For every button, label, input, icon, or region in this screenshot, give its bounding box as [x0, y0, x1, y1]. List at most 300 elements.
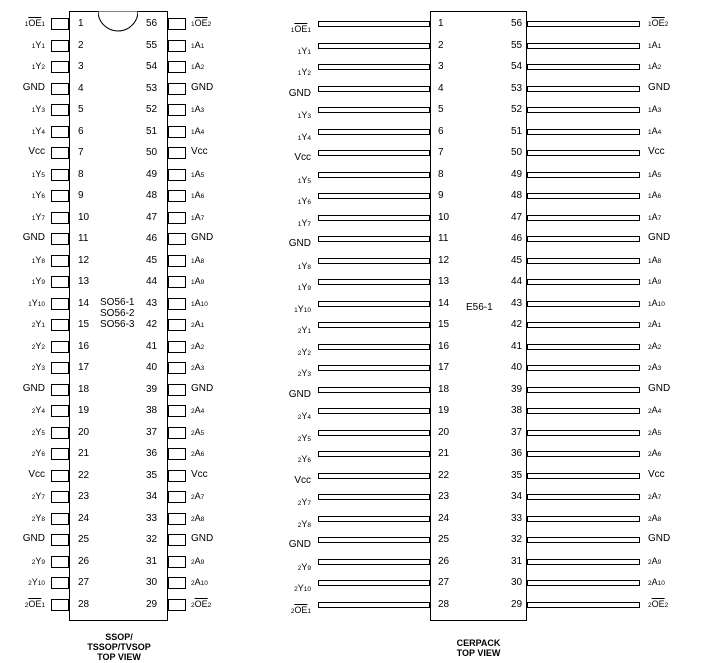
- ssop-pin-pad: [168, 599, 186, 611]
- cerpack-pin-number: 35: [511, 469, 523, 481]
- cerpack-left-signal-pre: 1: [297, 177, 302, 185]
- cerpack-left-signal: [294, 152, 311, 164]
- ssop-right-signal-sub: 3: [200, 107, 205, 114]
- ssop-left-signal-main: GND: [22, 382, 45, 394]
- ssop-pin-pad: [51, 427, 69, 439]
- cerpack-right-signal-ov: $\overline{OE}$: [651, 598, 665, 609]
- ssop-pin-pad: [51, 255, 69, 267]
- ssop-right-signal: [191, 598, 211, 612]
- cerpack-left-signal-sub: 7: [307, 500, 311, 507]
- cerpack-pin-number: 38: [511, 405, 523, 416]
- cerpack-right-signal-main: A: [651, 190, 658, 200]
- cerpack-lead: [527, 387, 640, 393]
- cerpack-left-signal-main: Y: [301, 67, 308, 77]
- cerpack-left-signal-sub: 1: [307, 607, 311, 615]
- cerpack-lead: [318, 516, 430, 522]
- cerpack-left-signal-pre: 1: [297, 134, 302, 142]
- cerpack-pin-number: 47: [511, 211, 523, 223]
- cerpack-right-signal-main: A: [651, 340, 658, 351]
- ssop-left-signal-sub: 6: [41, 193, 45, 200]
- cerpack-left-signal-pre: 2: [297, 349, 302, 357]
- ssop-right-signal-sub: 2: [200, 343, 205, 351]
- ssop-pin-number: 19: [78, 405, 90, 416]
- cerpack-left-signal: [289, 88, 311, 100]
- cerpack-right-signal: [648, 168, 661, 182]
- cerpack-right-signal-main: GND: [648, 382, 671, 394]
- cerpack-left-signal: [289, 389, 311, 401]
- cerpack-pin-number: 10: [438, 211, 450, 223]
- cerpack-right-signal: [648, 555, 661, 569]
- cerpack-right-signal-main: A: [651, 491, 658, 501]
- ssop-left-signal-sub: 1: [41, 21, 45, 28]
- cerpack-left-signal-pre: 2: [297, 435, 302, 443]
- cerpack-left-signal-pre: 2: [297, 371, 302, 378]
- cerpack-lead: [318, 473, 430, 479]
- cerpack-pin-number: 24: [438, 512, 450, 524]
- ssop-pin-number: 26: [78, 555, 90, 567]
- cerpack-right-signal-pre: 1: [648, 42, 652, 50]
- cerpack-right-signal-main: GND: [648, 232, 671, 243]
- ssop-pin-number: 30: [146, 577, 158, 588]
- ssop-pin-pad: [51, 577, 69, 589]
- cerpack-left-signal-main: Y: [301, 454, 308, 464]
- ssop-pin-pad: [51, 147, 69, 159]
- cerpack-right-signal-main: A: [651, 104, 658, 114]
- ssop-pin-pad: [51, 276, 69, 288]
- ssop-left-signal: [23, 533, 45, 545]
- ssop-pin-pad: [51, 513, 69, 525]
- ssop-right-signal-sub: 2: [207, 21, 212, 28]
- ssop-caption-line-1: SSOP/: [105, 632, 133, 642]
- cerpack-left-signal-pre: 2: [290, 607, 295, 615]
- ssop-left-signal-main: Y: [35, 211, 42, 222]
- ssop-pin-number: 45: [146, 254, 158, 266]
- ssop-right-signal-main: A: [194, 340, 201, 351]
- ssop-left-signal-sub: 4: [41, 128, 45, 136]
- ssop-left-signal-sub: 6: [41, 451, 45, 458]
- cerpack-left-signal-main: Y: [301, 196, 308, 206]
- ssop-right-signal-pre: 1: [191, 257, 195, 265]
- cerpack-lead: [318, 215, 430, 221]
- cerpack-right-signal: [648, 232, 670, 244]
- cerpack-pin-number: 29: [511, 598, 523, 610]
- cerpack-pin-number: 30: [511, 577, 523, 588]
- ssop-pin-pad: [168, 276, 186, 288]
- ssop-pin-number: 40: [146, 362, 158, 373]
- ssop-left-signal-main: Y: [35, 491, 42, 501]
- ssop-left-signal: [32, 404, 45, 418]
- ssop-pin-number: 53: [146, 82, 158, 94]
- ssop-left-signal-main: Y: [35, 555, 42, 566]
- cerpack-lead: [318, 86, 430, 92]
- cerpack-right-signal-main: A: [651, 319, 658, 329]
- ssop-right-signal-pre: 2: [191, 451, 195, 458]
- ssop-right-signal-pre: 1: [191, 42, 195, 50]
- ssop-pin-pad: [168, 40, 186, 52]
- ssop-right-signal: [191, 125, 204, 139]
- ssop-pin-number: 4: [78, 82, 84, 94]
- ssop-pin-pad: [51, 104, 69, 116]
- cerpack-right-signal-pre: 1: [648, 193, 652, 200]
- ssop-pin-number: 1: [78, 18, 84, 29]
- ssop-left-signal-sub: 10: [37, 300, 45, 308]
- cerpack-right-signal-pre: 2: [648, 494, 652, 501]
- ssop-right-signal: [191, 318, 204, 332]
- ssop-right-signal-main: GND: [191, 81, 214, 93]
- cerpack-right-signal: [648, 340, 661, 354]
- ssop-pin-pad: [168, 577, 186, 589]
- ssop-left-signal-main: Y: [35, 340, 42, 351]
- ssop-left-signal: [32, 103, 45, 117]
- cerpack-pin-number: 48: [511, 190, 523, 201]
- ssop-left-signal-pre: 2: [31, 451, 36, 458]
- ssop-right-signal-pre: 2: [191, 601, 195, 609]
- ssop-pin-pad: [51, 212, 69, 224]
- ssop-left-signal-main: Y: [35, 168, 42, 179]
- cerpack-right-signal-sub: 5: [657, 171, 662, 179]
- cerpack-left-signal-main: Y: [301, 561, 308, 572]
- ssop-right-signal: [191, 211, 204, 225]
- ssop-right-signal-main: A: [194, 104, 201, 114]
- ssop-left-signal-pre: 2: [31, 322, 36, 329]
- cerpack-lead: [318, 64, 430, 70]
- ssop-right-signal-sub: 3: [200, 365, 205, 372]
- cerpack-pin-number: 23: [438, 491, 450, 502]
- ssop-left-signal-pre: 1: [31, 214, 36, 222]
- cerpack-pin-number: 56: [511, 18, 523, 29]
- ssop-left-signal-pre: 2: [28, 580, 32, 587]
- cerpack-left-signal-main: Y: [301, 174, 308, 185]
- ssop-pin-pad: [168, 513, 186, 525]
- cerpack-pin-number: 1: [438, 18, 444, 29]
- ssop-pin-number: 38: [146, 405, 158, 416]
- cerpack-pin-number: 25: [438, 534, 450, 545]
- ssop-right-signal: [191, 490, 204, 504]
- ssop-pin-number: 41: [146, 340, 158, 352]
- ssop-right-signal: [191, 383, 213, 395]
- cerpack-right-signal: [648, 533, 670, 545]
- cerpack-right-signal: [648, 254, 661, 268]
- cerpack-left-signal: [298, 518, 311, 532]
- cerpack-lead: [318, 537, 430, 543]
- ssop-left-signal-pre: 1: [31, 257, 36, 265]
- ssop-left-signal-main: Vcc: [28, 468, 45, 480]
- cerpack-left-signal: [298, 432, 311, 446]
- cerpack-lead: [527, 344, 640, 350]
- cerpack-left-signal-pre: 2: [297, 500, 302, 507]
- ssop-pin-number: 6: [78, 125, 84, 137]
- cerpack-left-signal-pre: 1: [297, 285, 302, 292]
- ssop-left-signal-sub: 3: [41, 365, 45, 372]
- cerpack-right-signal: [648, 404, 661, 418]
- cerpack-left-signal: [298, 131, 311, 145]
- ssop-pin-number: 44: [146, 276, 158, 287]
- cerpack-right-signal: [648, 426, 661, 440]
- ssop-pin-number: 50: [146, 147, 158, 158]
- cerpack-left-signal-main: Y: [301, 346, 308, 357]
- ssop-caption: [69, 632, 169, 662]
- cerpack-lead: [318, 451, 430, 457]
- cerpack-pin-number: 11: [438, 233, 449, 244]
- cerpack-left-signal-main: Y: [301, 131, 308, 142]
- cerpack-right-signal-main: Vcc: [648, 468, 665, 480]
- ssop-pin-number: 56: [146, 18, 158, 29]
- cerpack-left-signal-sub: 8: [307, 521, 311, 529]
- ssop-left-signal-sub: 10: [37, 580, 45, 587]
- ssop-pin-number: 18: [78, 383, 90, 395]
- ssop-pin-number: 7: [78, 147, 84, 158]
- cerpack-left-signal-pre: 2: [297, 414, 302, 421]
- cerpack-lead: [318, 258, 430, 264]
- ssop-pin-number: 3: [78, 61, 84, 72]
- ssop-left-signal: [32, 39, 45, 53]
- ssop-left-signal-sub: 8: [41, 257, 45, 265]
- ssop-right-signal-sub: 1: [200, 322, 205, 329]
- cerpack-right-signal-pre: 1: [648, 279, 652, 286]
- cerpack-lead: [318, 387, 430, 393]
- ssop-left-signal-pre: 2: [31, 429, 36, 437]
- ssop-right-signal-main: A: [194, 448, 201, 458]
- cerpack-left-signal: [298, 496, 311, 510]
- ssop-pin-number: 49: [146, 168, 158, 180]
- ssop-pin-pad: [168, 341, 186, 353]
- cerpack-lead: [318, 43, 430, 49]
- ssop-right-signal: [191, 168, 204, 182]
- cerpack-pin-number: 42: [511, 319, 523, 330]
- cerpack-right-signal-sub: 8: [657, 515, 662, 523]
- cerpack-right-signal: [648, 297, 665, 311]
- cerpack-pin-number: 5: [438, 104, 444, 115]
- ssop-pin-pad: [168, 384, 186, 396]
- cerpack-right-signal-main: A: [651, 362, 658, 372]
- ssop-right-signal-sub: 9: [200, 558, 205, 566]
- cerpack-left-signal-sub: 6: [307, 457, 311, 464]
- cerpack-left-signal-pre: 1: [297, 199, 302, 206]
- ssop-right-signal-pre: 2: [191, 429, 195, 437]
- ssop-left-signal-main: Y: [35, 276, 42, 286]
- cerpack-right-signal-sub: 3: [657, 365, 662, 372]
- cerpack-pin-number: 45: [511, 254, 523, 266]
- cerpack-right-signal: [648, 146, 665, 158]
- cerpack-left-signal-pre: 2: [297, 521, 302, 529]
- cerpack-pin-number: 21: [438, 448, 450, 459]
- cerpack-lead: [318, 236, 430, 242]
- ssop-pin-number: 42: [146, 319, 158, 330]
- cerpack-right-signal-pre: 2: [648, 365, 652, 372]
- ssop-pin-pad: [51, 448, 69, 460]
- cerpack-right-signal: [648, 383, 670, 395]
- cerpack-right-signal-sub: 1: [657, 42, 662, 50]
- ssop-pin-number: 28: [78, 598, 90, 610]
- cerpack-right-signal-main: A: [651, 254, 658, 265]
- ssop-left-signal-main: Y: [35, 104, 42, 114]
- ssop-pin-number: 33: [146, 512, 158, 524]
- cerpack-lead: [527, 64, 640, 70]
- cerpack-left-signal-pre: 2: [297, 328, 302, 335]
- cerpack-right-signal: [648, 82, 670, 94]
- cerpack-left-signal: [291, 604, 311, 618]
- ssop-left-signal-sub: 7: [41, 214, 45, 222]
- cerpack-left-signal-main: Y: [301, 45, 308, 56]
- cerpack-right-signal-main: A: [651, 512, 658, 523]
- ssop-left-signal-pre: 2: [31, 494, 36, 501]
- cerpack-pin-number: 43: [511, 297, 523, 309]
- cerpack-left-signal: [298, 324, 311, 338]
- cerpack-lead: [527, 215, 640, 221]
- ssop-right-signal: [191, 82, 213, 94]
- ssop-left-signal: [23, 232, 45, 244]
- ssop-pin-pad: [168, 298, 186, 310]
- ssop-pin-number: 31: [146, 555, 158, 567]
- ssop-left-signal-sub: 1: [41, 601, 45, 609]
- cerpack-left-signal-main: Y: [301, 432, 308, 443]
- ssop-right-signal: [191, 340, 204, 354]
- cerpack-pin-number: 28: [438, 598, 450, 610]
- ssop-pin-pad: [51, 362, 69, 374]
- ssop-left-signal: [32, 340, 45, 354]
- ssop-left-signal-pre: 1: [31, 128, 36, 136]
- ssop-pin-number: 25: [78, 534, 90, 545]
- cerpack-right-signal-pre: 1: [648, 171, 652, 179]
- ssop-left-signal: [28, 146, 45, 158]
- ssop-right-signal-main: GND: [191, 232, 214, 243]
- cerpack-pin-number: 33: [511, 512, 523, 524]
- ssop-right-signal-main: A: [194, 125, 201, 136]
- cerpack-left-signal: [298, 109, 311, 123]
- cerpack-pin-number: 49: [511, 168, 523, 180]
- ssop-left-signal-sub: 7: [41, 494, 45, 501]
- cerpack-pin-number: 20: [438, 426, 450, 438]
- ssop-left-signal-main: Y: [35, 512, 42, 523]
- ssop-left-signal-sub: 5: [41, 171, 45, 179]
- ssop-pin-pad: [168, 83, 186, 95]
- cerpack-right-signal-main: A: [651, 297, 658, 308]
- cerpack-pin-number: 41: [511, 340, 523, 352]
- ssop-left-signal-ov: $\overline{OE}$: [28, 18, 42, 28]
- ssop-left-signal-main: Y: [35, 362, 42, 372]
- cerpack-right-signal-pre: 1: [648, 300, 652, 308]
- ssop-right-signal-sub: 5: [200, 171, 205, 179]
- ssop-left-signal-pre: 1: [31, 107, 36, 114]
- ssop-pin-pad: [51, 534, 69, 546]
- ssop-right-signal-pre: 2: [191, 515, 195, 523]
- cerpack-pin-number: 3: [438, 61, 444, 72]
- cerpack-left-signal-pre: 1: [297, 113, 302, 120]
- cerpack-lead: [318, 322, 430, 328]
- cerpack-pin-number: 8: [438, 168, 444, 180]
- cerpack-lead: [527, 537, 640, 543]
- ssop-right-signal-main: A: [194, 491, 201, 501]
- cerpack-left-signal: [298, 195, 311, 209]
- cerpack-pin-number: 31: [511, 555, 523, 567]
- cerpack-left-signal-main: GND: [288, 388, 311, 400]
- cerpack-left-signal-sub: 3: [307, 371, 311, 378]
- ssop-pin-pad: [51, 319, 69, 331]
- ssop-right-signal-sub: 6: [200, 193, 205, 200]
- cerpack-right-signal-main: A: [651, 168, 658, 179]
- cerpack-right-signal-main: A: [651, 211, 658, 222]
- cerpack-lead: [527, 322, 640, 328]
- ssop-right-signal-sub: 2: [200, 64, 205, 71]
- cerpack-left-signal: [298, 281, 311, 295]
- cerpack-right-signal-main: A: [651, 555, 658, 566]
- ssop-right-signal-main: A: [194, 39, 201, 50]
- cerpack-left-signal: [298, 174, 311, 188]
- ssop-pin-pad: [168, 61, 186, 73]
- cerpack-left-signal-sub: 5: [307, 435, 311, 443]
- ssop-pin-number: 11: [78, 233, 89, 244]
- cerpack-left-signal-pre: 2: [297, 564, 302, 572]
- ssop-pin-number: 14: [78, 297, 90, 309]
- cerpack-right-signal: [648, 512, 661, 526]
- cerpack-right-signal-sub: 9: [657, 558, 662, 566]
- cerpack-left-signal-main: Y: [297, 303, 304, 314]
- ssop-left-signal-sub: 5: [41, 429, 45, 437]
- ssop-left-signal-main: Y: [31, 577, 38, 587]
- ssop-pin-pad: [168, 147, 186, 159]
- ssop-pin-number: 36: [146, 448, 158, 459]
- ssop-pin-pad: [51, 491, 69, 503]
- cerpack-lead: [527, 258, 640, 264]
- cerpack-left-signal-main: GND: [288, 539, 311, 550]
- cerpack-right-signal-sub: 7: [657, 214, 662, 222]
- ssop-left-signal-main: GND: [22, 533, 45, 544]
- ssop-right-signal-pre: 2: [191, 322, 195, 329]
- ssop-left-signal-pre: 2: [31, 515, 36, 523]
- cerpack-right-signal-pre: 1: [648, 214, 652, 222]
- ssop-right-signal: [191, 533, 213, 545]
- cerpack-pin-number: 39: [511, 383, 523, 395]
- cerpack-lead: [527, 129, 640, 135]
- ssop-right-signal-pre: 2: [191, 558, 195, 566]
- ssop-right-signal-pre: 1: [191, 171, 195, 179]
- ssop-left-signal-sub: 9: [41, 279, 45, 286]
- cerpack-left-signal-ov: $\overline{OE}$: [294, 24, 308, 34]
- ssop-left-signal-pre: 2: [31, 408, 36, 415]
- ssop-right-signal-main: A: [194, 168, 201, 179]
- cerpack-right-signal: [648, 469, 665, 481]
- ssop-pin-number: 5: [78, 104, 84, 115]
- cerpack-lead: [318, 21, 430, 27]
- ssop-pin-pad: [51, 169, 69, 181]
- ssop-pin-number: 23: [78, 491, 90, 502]
- ssop-right-signal-pre: 1: [191, 107, 195, 114]
- cerpack-lead: [527, 516, 640, 522]
- ssop-left-signal: [25, 17, 45, 31]
- ssop-left-signal: [28, 469, 45, 481]
- cerpack-left-signal-main: Y: [301, 368, 308, 378]
- cerpack-left-signal-main: Y: [301, 497, 308, 507]
- ssop-left-signal: [23, 82, 45, 94]
- cerpack-right-signal-pre: 2: [648, 451, 652, 458]
- ssop-pin-number: 10: [78, 211, 90, 223]
- ssop-left-signal-pre: 1: [31, 64, 36, 71]
- ssop-left-signal: [25, 598, 45, 612]
- ssop-pin-number: 51: [146, 125, 158, 137]
- cerpack-right-signal: [648, 318, 661, 332]
- cerpack-right-signal-pre: 2: [648, 343, 652, 351]
- cerpack-right-signal-sub: 6: [657, 451, 662, 458]
- cerpack-lead: [527, 107, 640, 113]
- cerpack-left-signal-sub: 1: [307, 48, 311, 56]
- ssop-pin-pad: [168, 104, 186, 116]
- ssop-right-signal-main: A: [194, 405, 201, 415]
- cerpack-lead: [318, 279, 430, 285]
- cerpack-lead: [527, 43, 640, 49]
- cerpack-lead: [527, 365, 640, 371]
- ssop-right-signal: [191, 17, 211, 31]
- cerpack-right-signal-sub: 1: [657, 322, 662, 329]
